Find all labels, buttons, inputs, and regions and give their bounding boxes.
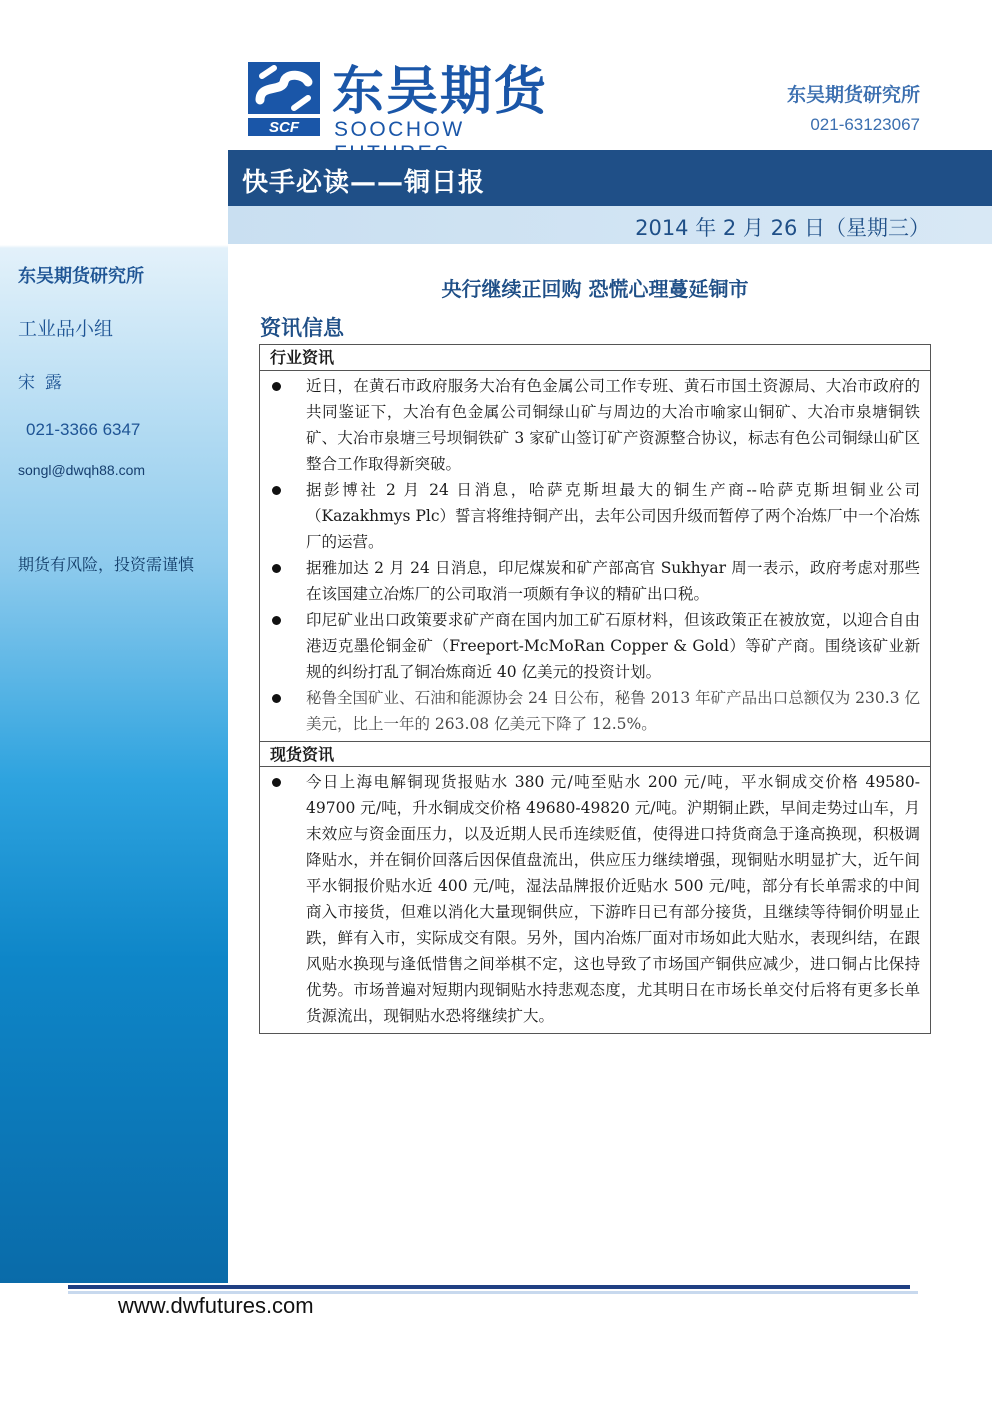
scf-logo-icon [248, 62, 320, 138]
bullet-icon [272, 564, 281, 573]
list-item [268, 685, 920, 737]
report-title: 快手必读——铜日报 [242, 168, 486, 198]
news-text: 印尼矿业出口政策要求矿产商在国内加工矿石原材料，但该政策正在被放宽，以迎合自由港迈克墨伦铜金矿（Freeport-McMoRan Copper & Gold）等矿产商。围绕该矿业新规的纠纷打乱了铜冶炼商近 40 亿美元的投资计划。 [306, 611, 920, 681]
logo-english-name: SOOCHOW [334, 118, 465, 141]
section-title: 资讯信息 [260, 316, 344, 340]
company-logo [248, 62, 588, 142]
logo-mark-text: SCF [269, 119, 299, 136]
news-text: 近日，在黄石市政府服务大冶有色金属公司工作专班、黄石市国土资源局、大冶市政府的共同鉴证下，大冶有色金属公司铜绿山矿与周边的大冶市喻家山铜矿、大冶市泉塘铜铁矿、大冶市泉塘三号坝铜铁矿 3 家矿山签订矿产资源整合协议，标志有色公司铜绿山矿区整合工作取得新突破。 [306, 377, 920, 473]
header-phone: 021-63123067 [810, 115, 920, 134]
footer-website-link[interactable]: www.dwfutures.com [118, 1293, 314, 1318]
list-item [268, 373, 920, 477]
left-sidebar [0, 0, 228, 1283]
sidebar-org: 东吴期货研究所 [18, 266, 144, 287]
industry-news-list [260, 371, 930, 741]
news-text: 秘鲁全国矿业、石油和能源协会 24 日公布，秘鲁 2013 年矿产品出口总额仅为 230.3 亿美元，比上一年的 263.08 亿美元下降了 12.5%。 [306, 689, 920, 733]
list-item [268, 477, 920, 555]
header-org: 东吴期货研究所 [786, 84, 920, 106]
bullet-icon [272, 616, 281, 625]
news-table [259, 344, 931, 1034]
date-band [228, 206, 992, 244]
title-band [228, 150, 992, 206]
bullet-icon [272, 694, 281, 703]
sidebar-phone: 021-3366 6347 [26, 420, 141, 439]
news-text: 据彭博社 2 月 24 日消息，哈萨克斯坦最大的铜生产商--哈萨克斯坦铜业公司（Kazakhmys Plc）誓言将维持铜产出，去年公司因升级而暂停了两个冶炼厂中一个冶炼厂的运营。 [306, 481, 921, 551]
list-item [268, 769, 920, 1029]
bullet-icon [272, 382, 281, 391]
bullet-icon [272, 486, 281, 495]
logo-chinese-name: 东吴期货 [332, 62, 549, 122]
news-text: 今日上海电解铜现货报贴水 380 元/吨至贴水 200 元/吨，平水铜成交价格 49580-49700 元/吨，升水铜成交价格 49680-49820 元/吨。沪期铜止跌，早间走势过山车，月末效应与资金面压力，以及近期人民币连续贬值，使得进口持货商急于逢高换现，积极调降贴水，并在铜价回落后因保值盘流出，供应压力继续增强，现铜贴水明显扩大，近午间平水铜报价贴水近 400 元/吨，湿法品牌报价近贴水 500 元/吨，部分有长单需求的中间商入市接货，但难以消化大量现铜供应，下游昨日已有部分接货，且继续等待铜价明显止跌，鲜有入市，实际成交有限。另外，国内冶炼厂面对市场如此大贴水，表现纠结，在跟风贴水换现与逢低惜售之间举棋不定，这也导致了市场国产铜供应减少，进口铜占比保持优势。市场普遍对短期内现铜贴水持悲观态度，尤其明日在市场长单交付后将有更多长单货源流出，现铜贴水恐将继续扩大。 [306, 773, 920, 1025]
report-date: 2014 年 2 月 26 日（星期三） [635, 216, 930, 240]
category-header-industry: 行业资讯 [260, 345, 930, 371]
report-headline: 央行继续正回购 恐慌心理蔓延铜市 [441, 277, 749, 301]
category-header-spot: 现货资讯 [260, 741, 930, 767]
news-text: 据雅加达 2 月 24 日消息，印尼煤炭和矿产部高官 Sukhyar 周一表示，政府考虑对那些在该国建立冶炼厂的公司取消一项颇有争议的精矿出口税。 [306, 559, 920, 603]
bullet-icon [272, 778, 281, 787]
list-item [268, 555, 920, 607]
sidebar-group: 工业品小组 [18, 318, 114, 340]
list-item [268, 607, 920, 685]
footer-divider [68, 1285, 910, 1289]
sidebar-risk-warning: 期货有风险，投资需谨慎 [18, 555, 195, 574]
sidebar-analyst-name: 宋露 [18, 373, 72, 393]
spot-news-list [260, 767, 930, 1033]
sidebar-email[interactable]: songl@dwqh88.com [18, 462, 146, 478]
